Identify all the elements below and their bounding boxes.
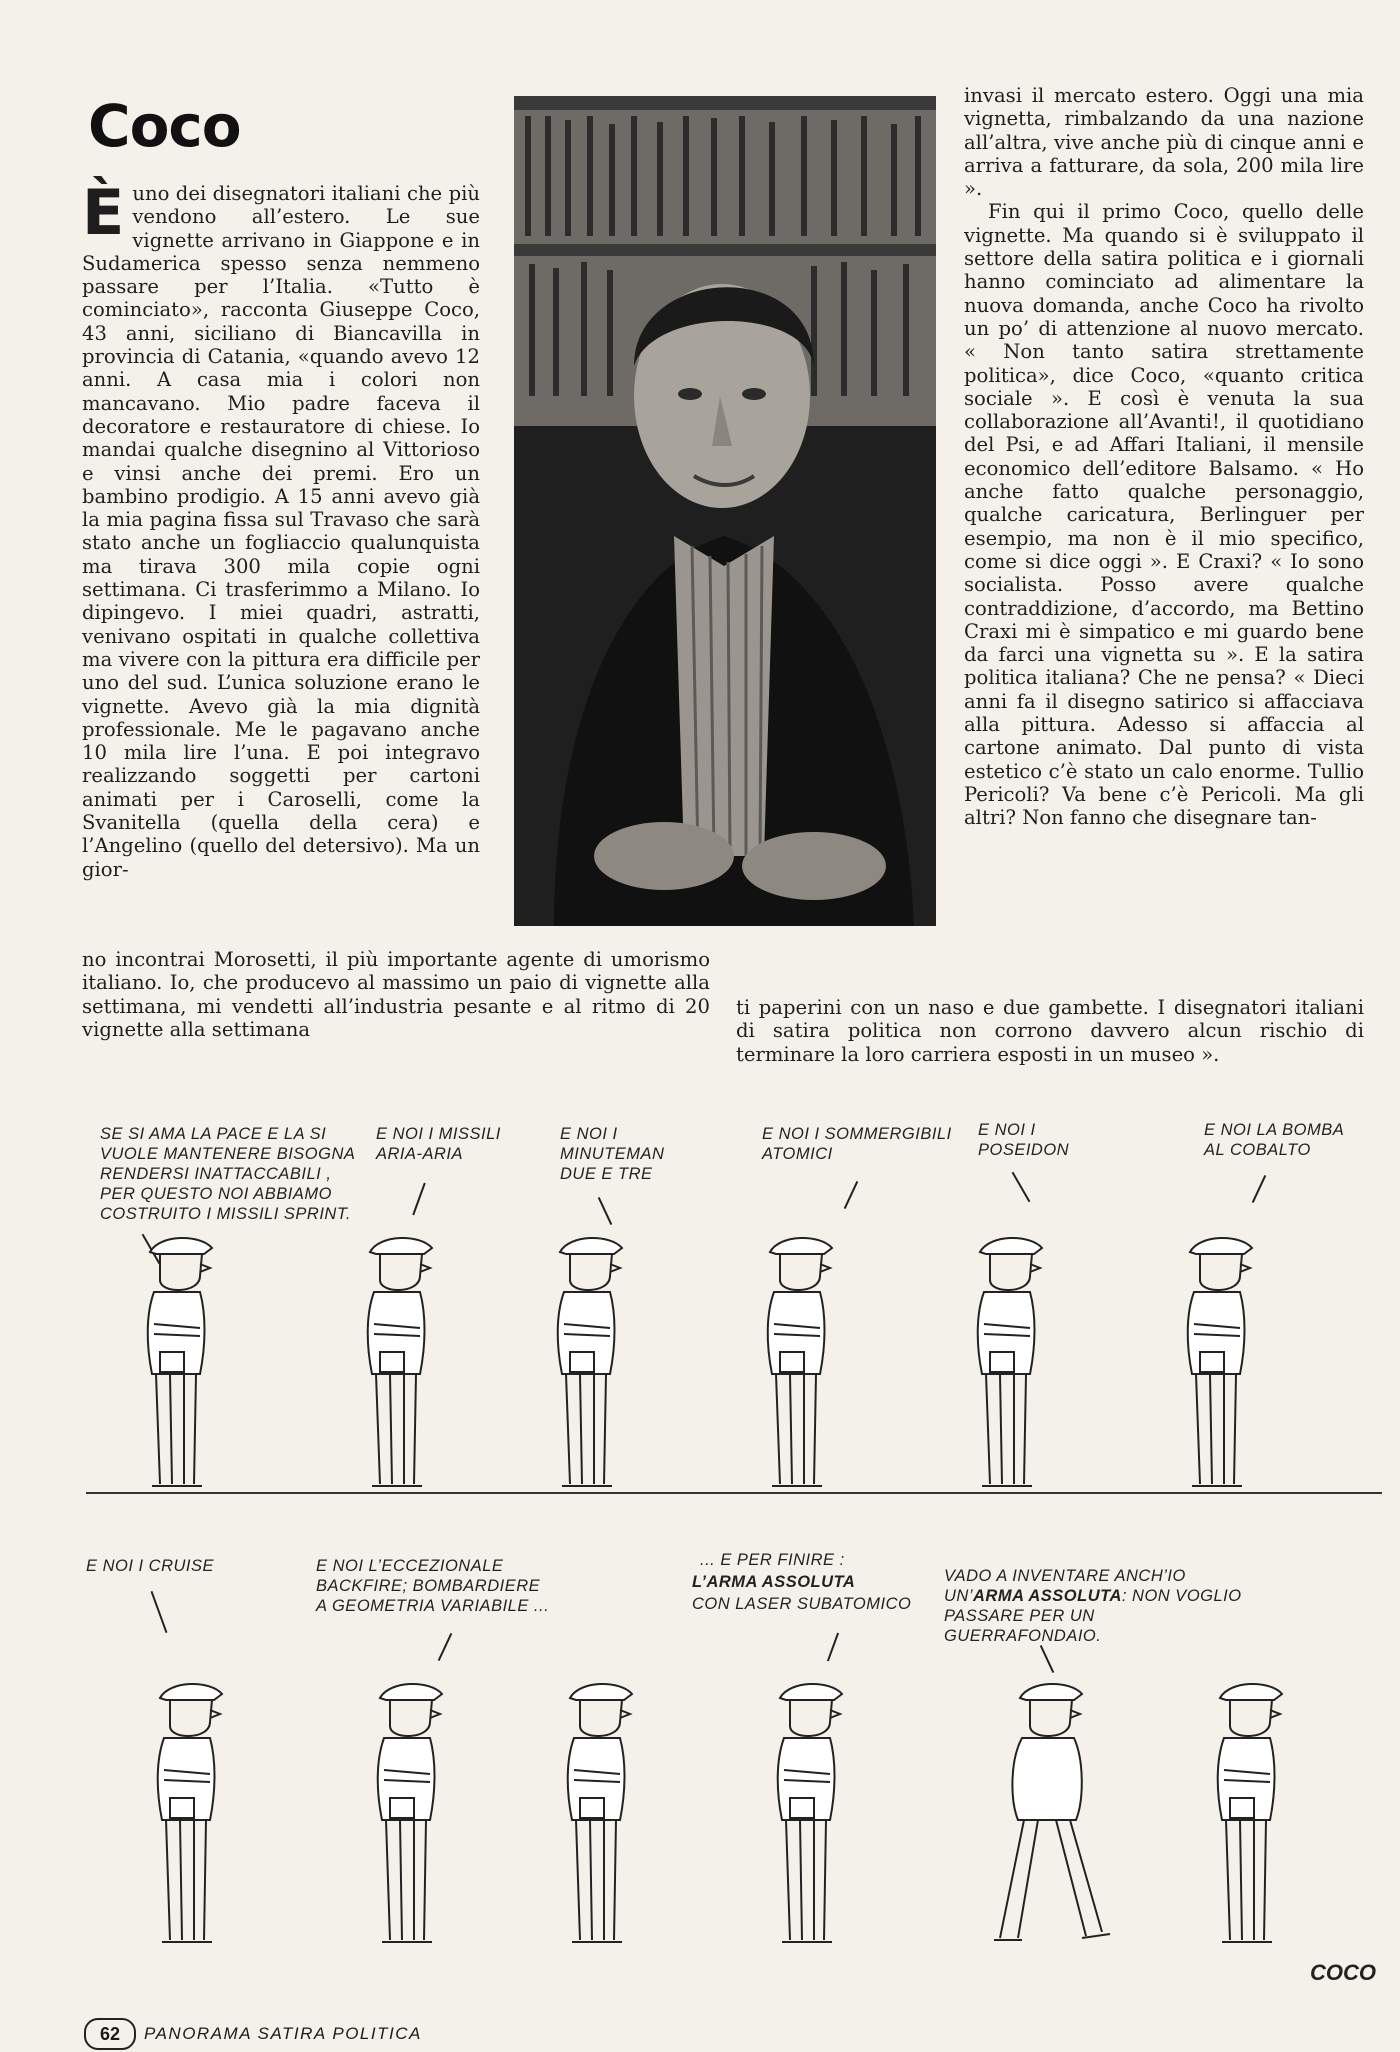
- speech-pointer: [151, 1591, 168, 1633]
- page-footer: [84, 2018, 422, 2050]
- comic-caption-1: SE SI AMA LA PACE E LA SI VUOLE MANTENERE BISOGNA RENDERSI INATTACCABILI , PER QUESTO NOI ABBIAMO COSTRUITO I MISSILI SPRINT.: [100, 1125, 356, 1223]
- comic-caption-12c: : NON VOGLIO PASSARE PER UN GUERRAFONDAIO.: [944, 1587, 1242, 1645]
- speech-pointer: [1040, 1645, 1054, 1673]
- artist-signature: COCO: [1310, 1960, 1376, 1985]
- article-title: Coco: [88, 92, 241, 160]
- article-column-2: [964, 84, 1364, 830]
- comic-caption-12a: VADO A INVENTARE ANCH’IO UN’: [944, 1567, 1186, 1605]
- speech-pointer: [1012, 1172, 1031, 1202]
- comic-caption-7: E NOI I CRUISE: [86, 1557, 215, 1575]
- page-number: 62: [84, 2018, 136, 2050]
- portrait-illustration: [514, 96, 936, 926]
- comic-caption-3: E NOI I MINUTEMAN DUE E TRE: [560, 1125, 665, 1183]
- article-body-col1-bottom: no incontrai Morosetti, il più importante agente di umorismo italiano. Io, che producevo al massimo un paio di vignette alla settimana, mi vendetti all’industria pesante e al ritmo di 20 vignette alla settimana: [82, 948, 710, 1041]
- speech-pointer: [844, 1181, 858, 1209]
- comic-caption-8: E NOI L’ECCEZIONALE BACKFIRE; BOMBARDIERE A GEOMETRIA VARIABILE ...: [316, 1557, 550, 1615]
- article-column-2-bottom: [736, 996, 1364, 1066]
- comic-caption-12: [944, 1566, 1242, 1646]
- article-column-1: [82, 176, 480, 881]
- comic-caption-12b: ARMA ASSOLUTA: [973, 1587, 1122, 1605]
- comic-caption-2: E NOI I MISSILI ARIA-ARIA: [376, 1125, 501, 1163]
- speech-pointer: [598, 1197, 612, 1225]
- speech-pointer: [412, 1183, 426, 1216]
- drop-cap: È: [82, 176, 125, 249]
- comic-row-2-figures: [70, 1670, 1390, 1950]
- portrait-photo: [514, 96, 936, 926]
- article-body-col2-p2: Fin qui il primo Coco, quello delle vignette. Ma quando si è sviluppato il settore della satira politica e i giornali hanno cominciato ad alimentare la nuova domanda, anche Coco ha rivolto un po’ di attenzione al nuovo mercato. « Non tanto satira strettamente politica», dice Coco, «quanto critica sociale ». E così è venuta la sua collaborazione all’Avanti!, il quotidiano del Psi, e ad Affari Italiani, il mensile economico dell’editore Balsamo. « Ho anche fatto qualche personaggio, qualche caricatura, Berlinguer per esempio, ma non è il mio specifico, come si dice oggi ». E Craxi? « Io sono socialista. Posso avere qualche contraddizione, d’accordo, ma Bettino Craxi mi è simpatico e mi guardo bene da farci una vignetta su ». E la satira politica italiana? Che ne pensa? « Dieci anni fa il disegno satirico si affacciava alla pittura. Adesso si affaccia al cartone animato. Dal punto di vista estetico c’è stato un calo enorme. Tullio Pericoli? Va bene c’è Pericoli. Ma gli altri? Non fanno che disegnare tan-: [964, 200, 1364, 830]
- speech-pointer: [827, 1633, 839, 1662]
- comic-caption-4: E NOI I SOMMERGIBILI ATOMICI: [762, 1125, 952, 1163]
- article-body-col1: uno dei disegnatori italiani che più vendono all’estero. Le sue vignette arrivano in Giappone e in Sudamerica spesso senza nemmeno passare per l’Italia. «Tutto è cominciato», racconta Giuseppe Coco, 43 anni, siciliano di Biancavilla in provincia di Catania, «quando avevo 12 anni. A casa mia i colori non mancavano. Mio padre faceva il decoratore e restauratore di chiese. Io mandai qualche disegnino al Vittorioso e vinsi anche dei premi. Ero un bambino prodigio. A 15 anni avevo già la mia pagina fissa sul Travaso che sarà stato anche un fogliaccio qualunquista ma tirava 300 mila copie ogni settimana. Ci trasferimmo a Milano. Io dipingevo. I miei quadri, astratti, venivano ospitati in qualche collettiva ma vivere con la pittura era difficile per uno del sud. L’unica soluzione erano le vignette. Avevo già la mia dignità professionale. Me le pagavano anche 10 mila lire l’una. E poi integravo realizzando soggetti per cartoni animati per i Caroselli, come la Svanitella (quella della cera) e l’Angelino (quello del detersivo). Ma un gior-: [82, 182, 480, 881]
- speech-pointer: [1252, 1175, 1266, 1203]
- article-column-1-bottom: [82, 948, 710, 1041]
- article-body-col2-p1: invasi il mercato estero. Oggi una mia vignetta, rimbalzando da una nazione all’altra, vive anche più di cinque anni e arriva a fatturare, da sola, 200 mila lire ».: [964, 84, 1364, 201]
- speech-pointer: [438, 1633, 452, 1661]
- comic-caption-9: ... E PER FINIRE :: [700, 1551, 845, 1569]
- strip-divider: [86, 1492, 1382, 1494]
- comic-caption-6: E NOI LA BOMBA AL COBALTO: [1204, 1121, 1345, 1159]
- comic-caption-11: CON LASER SUBATOMICO: [692, 1595, 912, 1613]
- comic-caption-10: L’ARMA ASSOLUTA: [692, 1573, 856, 1591]
- article-body-col2-bottom: ti paperini con un naso e due gambette. I disegnatori italiani di satira politica non corrono davvero alcun rischio di terminare la loro carriera esposti in un museo ».: [736, 996, 1364, 1066]
- comic-caption-5: E NOI I POSEIDON: [978, 1121, 1070, 1159]
- comic-row-1-figures: [70, 1224, 1390, 1494]
- magazine-name: PANORAMA SATIRA POLITICA: [144, 2024, 422, 2043]
